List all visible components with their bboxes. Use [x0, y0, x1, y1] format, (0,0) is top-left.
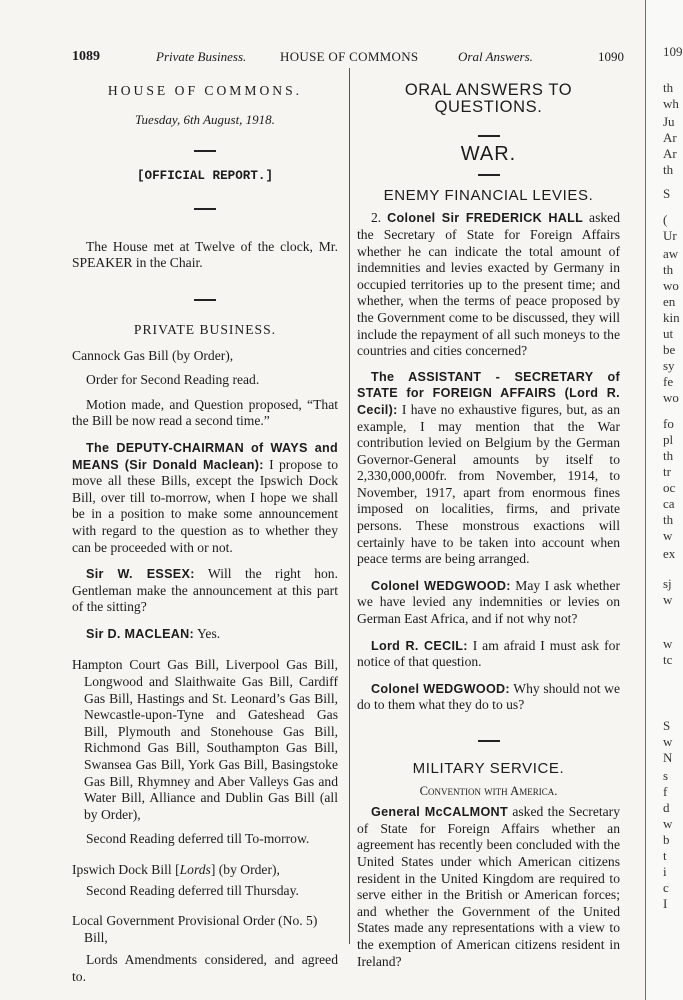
ipswich-bill-suffix: ] (by Order), — [210, 862, 280, 877]
adjacent-page-text: ex — [663, 546, 676, 561]
adjacent-page-text: wo — [663, 390, 679, 405]
adjacent-page-text: S — [663, 186, 671, 201]
question-text: asked the Secretary of State for Foreign Affairs whether an agreement has recently been concluded with the United States under which American citizens resident in the United Kingdom are required to serve either in the British or American forces; and whether the Government of the United States made any representations with a view to the exemption of American citizens resident in Ireland? — [357, 804, 621, 969]
speaker-name: General McCALMONT — [371, 805, 508, 820]
adjacent-page-text: w — [663, 636, 673, 651]
page-number-left: 1089 — [72, 49, 100, 64]
speech-text: I am afraid I must ask for notice of that question. — [357, 637, 620, 670]
adjacent-page-text: pl — [663, 432, 674, 447]
rule — [194, 208, 216, 210]
speaker-name: Colonel WEDGWOOD: — [371, 578, 511, 593]
adjacent-page-text: w — [663, 816, 673, 831]
speaker-name: Sir W. ESSEX: — [86, 567, 195, 582]
opening-paragraph: The House met at Twelve of the clock, Mr. SPEAKER in the Chair. — [72, 238, 338, 271]
adjacent-page-text: Ju — [663, 114, 675, 129]
adjacent-page-text: N — [663, 750, 673, 765]
left-column — [72, 80, 338, 986]
adjacent-page-text: sy — [663, 358, 675, 373]
rule — [194, 150, 216, 152]
adjacent-page-text: t — [663, 848, 667, 863]
rule — [478, 135, 500, 137]
adjacent-page-text: be — [663, 342, 676, 357]
adjacent-page-text: en — [663, 294, 676, 309]
adjacent-page-fragment — [645, 0, 683, 1000]
adjacent-page-text: kin — [663, 310, 680, 325]
column-divider — [349, 68, 350, 944]
speech-wedgwood-2 — [357, 681, 620, 714]
adjacent-page-text: fe — [663, 374, 674, 389]
adjacent-page-text: oc — [663, 480, 676, 495]
adjacent-page-text: th — [663, 262, 674, 277]
adjacent-page-text: th — [663, 448, 674, 463]
house-title: HOUSE OF COMMONS. — [107, 83, 303, 98]
speaker-name: Colonel WEDGWOOD: — [371, 681, 510, 696]
answer-text: I have no exhaustive figures, but, as an example, I may mention that the War contribution levied on Belgium by the German Governor-General amounts by itself to 2,330,000,000fr. from November, 1914, to November, 1917, apart from enormous fines imposed on localities, firms, and private persons. These monstrous exactions will certainly have to be taken into account when peace terms are being arranged. — [357, 401, 620, 567]
local-government-order: Local Government Provisional Order (No. 5) Bill, — [72, 913, 318, 945]
right-column — [357, 80, 620, 970]
adjacent-page-text: d — [663, 800, 670, 815]
question-hall — [357, 210, 620, 359]
answer-cecil — [357, 369, 620, 568]
speech-text: Yes. — [194, 625, 221, 641]
adjacent-page-text: th — [663, 512, 674, 527]
adjacent-page-text: th — [663, 80, 674, 95]
question-number: 2. — [371, 210, 382, 226]
section-title-military: MILITARY SERVICE. — [412, 760, 565, 777]
motion-paragraph: Motion made, and Question proposed, “That the Bill be now read a second time.” — [72, 396, 338, 429]
convention-subtitle — [357, 783, 620, 800]
sitting-date: Tuesday, 6th August, 1918. — [135, 111, 275, 127]
adjacent-page-text: tc — [663, 652, 673, 667]
adjacent-page-text: w — [663, 734, 673, 749]
speech-text: I propose to move all these Bills, except the Ipswich Dock Bill, over till to-morrow, when I hope we shall be in a position to make some announcement with regard to the question as to whether they can be proceeded with or not. — [72, 456, 338, 555]
lords-label: Lords — [179, 862, 211, 877]
deferred-tomorrow: Second Reading deferred till To-morrow. — [86, 831, 310, 847]
adjacent-page-text: ut — [663, 326, 674, 341]
convention-subtitle-text: Convention with America. — [419, 783, 558, 798]
adjacent-page-text: aw — [663, 246, 679, 261]
speech-wedgwood-1 — [357, 578, 620, 628]
ipswich-bill-text: Ipswich Dock Bill [ — [72, 862, 180, 877]
adjacent-page-text: b — [663, 832, 670, 847]
adjacent-page-text: Ar — [663, 146, 677, 161]
section-title-levies: ENEMY FINANCIAL LEVIES. — [383, 186, 594, 204]
speaker-name: Lord R. CECIL: — [371, 638, 468, 653]
ipswich-bill — [72, 862, 338, 879]
adjacent-page-text: 109 — [663, 44, 683, 59]
adjacent-page-text: ca — [663, 496, 675, 511]
speech-text: Will the right hon. Gentleman make the announcement at this part of the sitting? — [72, 566, 338, 615]
running-head-right: Oral Answers. — [458, 49, 533, 64]
adjacent-page-text: Ur — [663, 228, 677, 243]
speech-deputy-chairman — [72, 440, 338, 556]
speech-essex — [72, 566, 338, 616]
adjacent-page-text: w — [663, 528, 673, 543]
speaker-name: The DEPUTY-CHAIRMAN of WAYS and MEANS (Sir Donald Maclean): — [72, 440, 338, 472]
speech-text: May I ask whether we have levied any indemnities or levies on German East Africa, and if not why not? — [357, 577, 620, 627]
adjacent-page-text: i — [663, 864, 667, 879]
speaker-name: Sir D. MACLEAN: — [86, 626, 195, 641]
oral-answers-title: ORAL ANSWERS TO QUESTIONS. — [404, 81, 573, 116]
speaker-name: Colonel Sir FREDERICK HALL — [387, 211, 584, 226]
rule — [478, 174, 500, 176]
adjacent-page-text: sj — [663, 576, 672, 591]
adjacent-page-text: Ar — [663, 130, 677, 145]
adjacent-page-text: w — [663, 592, 673, 607]
rule — [194, 299, 216, 301]
question-text: asked the Secretary of State for Foreign Affairs whether he can indicate the total amount of indemnities and levies exacted by Germany in occupied territories up to the present time; and whether, when the terms of peace proposed by the Government come to be discussed, they will include the repayment of all such moneys to the countries and cities concerned? — [357, 210, 621, 359]
adjacent-page-text: tr — [663, 464, 671, 479]
adjacent-page-text: c — [663, 880, 669, 895]
adjacent-page-text: fo — [663, 416, 674, 431]
page-number-right: 1090 — [598, 49, 624, 64]
running-head-center: HOUSE OF COMMONS — [280, 49, 419, 64]
running-head-left: Private Business. — [156, 49, 247, 64]
adjacent-page-text: S — [663, 718, 671, 733]
official-report-title: [OFFICIAL REPORT.] — [136, 169, 274, 184]
lords-amendments: Lords Amendments considered, and agreed to. — [72, 952, 338, 984]
order-reading: Order for Second Reading read. — [86, 372, 260, 388]
adjacent-page-text: th — [663, 162, 674, 177]
cannock-bill: Cannock Gas Bill (by Order), — [72, 347, 234, 363]
rule — [478, 740, 500, 742]
bills-list: Hampton Court Gas Bill, Liverpool Gas Bill, Longwood and Slaithwaite Gas Bill, Cardiff Gas Bill, Hastings and St. Leonard’s Gas Bill, Newcastle-upon-Tyne and Gateshead Gas Bill, Plymouth and Stonehouse Gas Bill, Richmond Gas Bill, Southampton Gas Bill, Swansea Gas Bill, York Gas Bill, Basingstoke Gas Bill, Rhymney and Aber Valleys Gas and Water Bill, Alliance and Dublin Gas Bill (all by Order), — [72, 657, 338, 822]
adjacent-page-text: wo — [663, 278, 679, 293]
question-mccalmont — [357, 804, 620, 970]
adjacent-page-text: wh — [663, 96, 679, 111]
deferred-thursday: Second Reading deferred till Thursday. — [86, 882, 299, 898]
speaker-name: The ASSISTANT - SECRETARY of STATE for FOREIGN AFFAIRS (Lord R. Cecil): — [357, 369, 620, 417]
adjacent-page-text: f — [663, 784, 668, 799]
speech-cecil — [357, 638, 620, 671]
adjacent-page-text: I — [663, 896, 668, 911]
war-title: WAR. — [460, 143, 517, 166]
adjacent-page-text: ( — [663, 212, 668, 227]
adjacent-page-text: s — [663, 768, 669, 783]
speech-maclean — [72, 626, 338, 643]
section-title: PRIVATE BUSINESS. — [133, 321, 277, 337]
speech-text: Why should not we do to them what they do to us? — [357, 680, 621, 713]
